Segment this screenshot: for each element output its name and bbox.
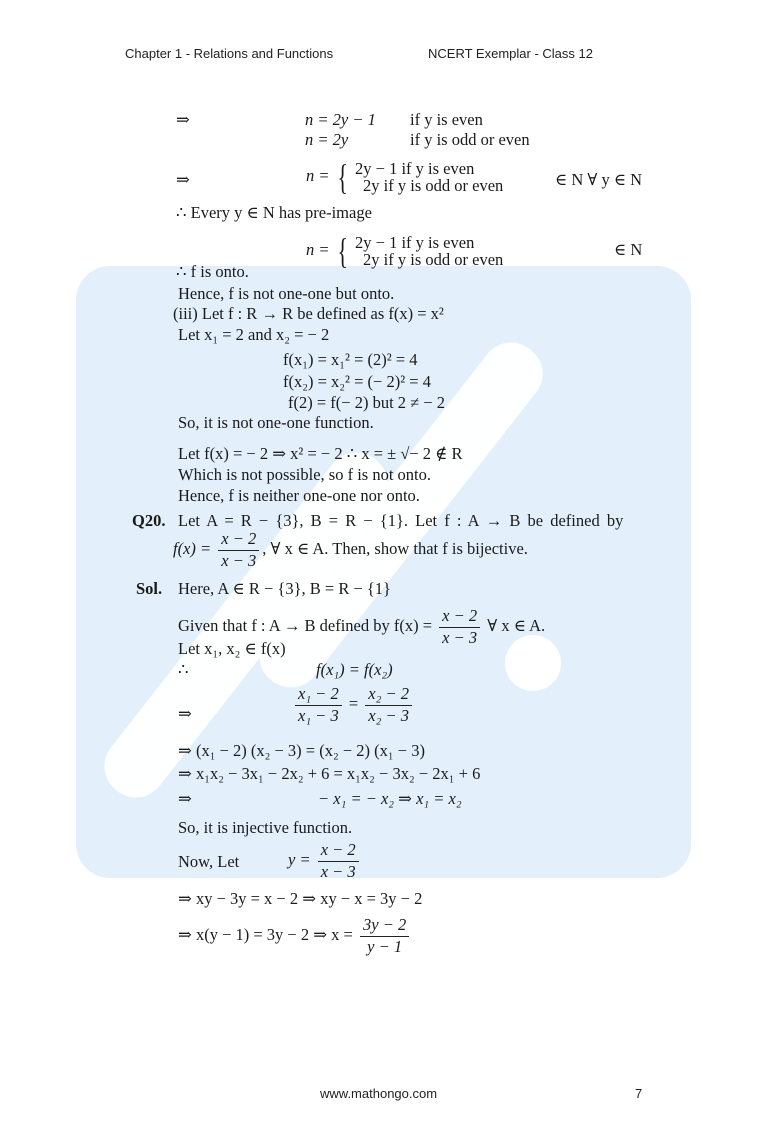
text-line: So, it is injective function. [178,818,353,837]
fx-label: f(x) = [173,538,212,558]
equation-line: Let f(x) = − 2 ⇒ x² = − 2 ∴ x = ± √− 2 ∉ R [178,444,463,463]
denominator: x − 3 [442,627,478,647]
equation-line: ⇒ x₁x₂ − 3x₁ − 2x₂ + 6 = x₁x₂ − 3x₂ − 2x₁ + 6 [178,764,481,783]
x-solution-prefix: ⇒ x(y − 1) = 3y − 2 ⇒ x = [178,924,353,944]
y-equals: y = [288,849,311,869]
question-label: Q20. [132,511,166,530]
cases [355,234,503,269]
case-odd: 2y if y is odd or even [363,250,504,270]
fraction-equation [292,686,415,724]
x-solution [178,917,412,955]
text-line: (iii) Let f : R → R be defined as f(x) = x² [173,304,444,323]
condition-text: if y is even [410,110,483,129]
equation-line: ⇒ (x₁ − 2) (x₂ − 3) = (x₂ − 2) (x₁ − 3) [178,741,425,760]
question-tail: , ∀ x ∈ A. Then, show that f is bijective. [262,538,528,558]
text-line: Hence, f is not one-one but onto. [178,284,395,303]
text-line: So, it is not one-one function. [178,413,374,432]
numerator: x − 2 [439,608,480,628]
domain-statement: ∈ N ∀ y ∈ N [555,170,643,189]
text-line: ∴ Every y ∈ N has pre-image [176,203,372,222]
denominator: x − 3 [221,550,257,570]
implies-arrow: ⇒ [176,170,190,189]
denominator: y − 1 [367,936,403,956]
now-let-label: Now, Let [178,852,240,871]
n-equals: n = [306,166,330,186]
equation-line: n = 2y − 1 [305,110,376,129]
numerator: x₂ − 2 [365,686,412,706]
equation-line: f(x₁) = x₁² = (2)² = 4 [283,350,418,369]
chapter-title: Chapter 1 - Relations and Functions [125,46,334,61]
text-line: Let x₁ = 2 and x₂ = − 2 [178,325,330,344]
equation-line: f(2) = f(− 2) but 2 ≠ − 2 [288,393,446,412]
condition-text: if y is odd or even [410,130,530,149]
equation-line: f(x₂) = x₂² = (− 2)² = 4 [283,372,431,391]
left-brace: { [337,231,348,272]
implies-arrow: ⇒ [176,110,190,129]
numerator: x − 2 [318,842,359,862]
denominator: x₁ − 3 [298,705,339,725]
fraction [318,842,359,880]
implies-arrow: ⇒ [178,789,192,808]
question-text: Let A = R − {3}, B = R − {1}. Let f : A → B be defined by [178,511,624,530]
piecewise-equation [306,231,504,272]
fraction-right [365,686,412,724]
case-even: 2y − 1 if y is even [355,233,475,252]
text-line: ∴ f is onto. [176,262,249,281]
book-title: NCERT Exemplar - Class 12 [428,46,593,61]
fraction-left [295,686,342,724]
piecewise-equation [306,157,504,198]
numerator: x₁ − 2 [295,686,342,706]
therefore-symbol: ∴ [178,660,189,679]
equation-line: f(x₁) = f(x₂) [316,660,393,679]
case-even: 2y − 1 if y is even [355,159,475,178]
given-prefix: Given that f : A → B defined by f(x) = [178,615,433,635]
text-line: Let x₁, x₂ ∈ f(x) [178,639,286,658]
denominator: x − 3 [320,861,356,881]
y-definition [288,842,362,880]
page-number: 7 [635,1086,643,1101]
equation-line: ⇒ xy − 3y = x − 2 ⇒ xy − x = 3y − 2 [178,889,423,908]
domain-statement: ∈ N [614,240,643,259]
footer-url[interactable]: www.mathongo.com [320,1086,438,1101]
text-line: Which is not possible, so f is not onto. [178,465,431,484]
solution-label: Sol. [136,579,163,598]
numerator: x − 2 [218,531,259,551]
left-brace: { [337,157,348,198]
n-equals: n = [306,240,330,260]
equation-line: − x₁ = − x₂ ⇒ x₁ = x₂ [318,789,462,808]
case-odd: 2y if y is odd or even [363,176,504,196]
solution-text: Here, A ∈ R − {3}, B = R − {1} [178,579,391,598]
fraction [360,917,409,955]
equation-line: n = 2y [305,130,349,149]
fraction [218,531,259,569]
numerator: 3y − 2 [360,917,409,937]
question-function [173,531,528,569]
fraction [439,608,480,646]
given-tail: ∀ x ∈ A. [487,615,546,635]
equals-sign: = [348,693,359,713]
denominator: x₂ − 3 [368,705,409,725]
text-line: Hence, f is neither one-one nor onto. [178,486,420,505]
implies-arrow: ⇒ [178,704,192,723]
cases [355,160,503,195]
